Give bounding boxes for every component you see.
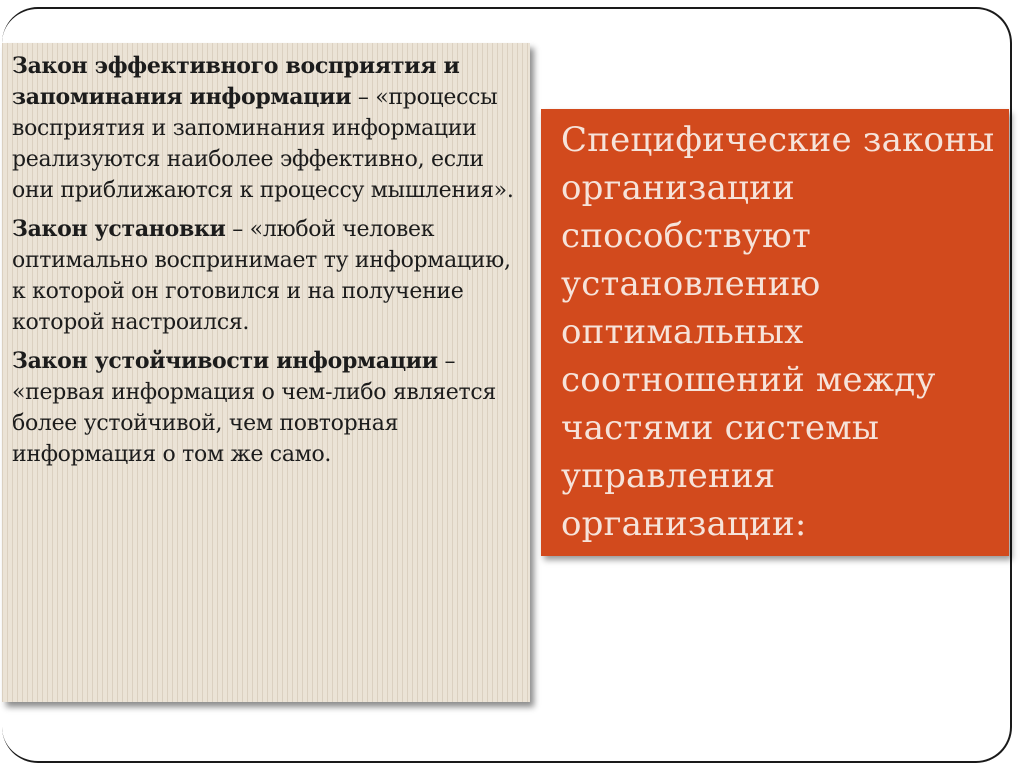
laws-panel: [2, 43, 530, 702]
law-separator: –: [351, 85, 376, 110]
law-title: Закон установки: [12, 216, 226, 242]
law-setting: [12, 214, 518, 338]
law-text: «процессы восприятия и запоминания информации реализуются наиболее эффективно, если они приближаются к процессу мышления».: [12, 85, 514, 203]
law-text: «любой человек оптимально воспринимает ту информацию, к которой он готовился и на получение которой настроился.: [12, 217, 511, 335]
law-title: Закон эффективного восприятия и запоминания информации: [12, 53, 460, 110]
specific-laws-panel: [541, 109, 1009, 556]
law-separator: –: [225, 217, 250, 242]
law-text: «первая информация о чем-либо является более устойчивой, чем повторная информация о том же само.: [12, 380, 496, 467]
specific-laws-text: Специфические законы организации способствуют установлению оптимальных соотношений между частями системы управления организации:: [561, 120, 995, 544]
law-information-stability: [12, 346, 518, 470]
law-separator: –: [437, 349, 456, 374]
law-title: Закон устойчивости информации: [12, 348, 438, 374]
law-effective-perception: [12, 51, 518, 206]
